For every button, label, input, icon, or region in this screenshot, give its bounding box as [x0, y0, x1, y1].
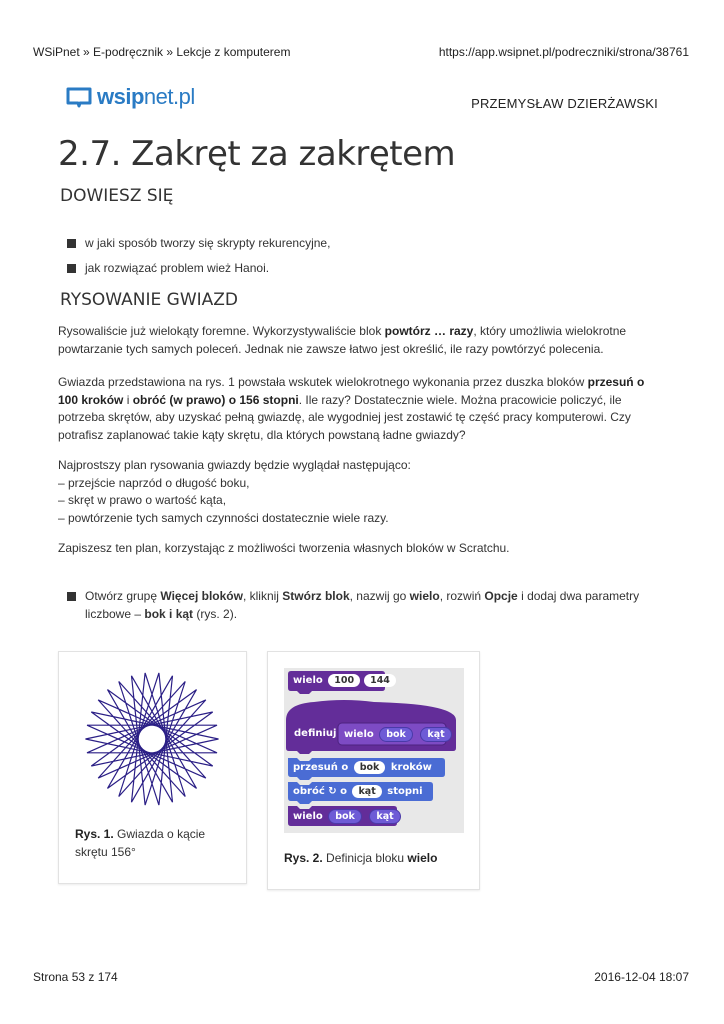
figure-caption [75, 825, 235, 861]
move-block[interactable] [293, 761, 432, 774]
bullet-icon [67, 264, 76, 273]
text: Najprostszy plan rysowania gwiazdy będzie wyglądał następująco: [58, 458, 411, 472]
bullet-icon [67, 592, 76, 601]
list-item-text: w jaki sposób tworzy się skrypty rekurencyjne, [85, 236, 331, 250]
list-item-text: jak rozwiązać problem wież Hanoi. [85, 261, 270, 275]
breadcrumb: WSiPnet » E-podręcznik » Lekcje z komputerem [33, 45, 291, 59]
text: i [123, 392, 133, 407]
text: , rozwiń [439, 589, 485, 603]
reporter-kat[interactable]: kąt [369, 809, 400, 824]
caption-label: Rys. 2. [284, 851, 323, 865]
timestamp: 2016-12-04 18:07 [594, 970, 689, 984]
paragraph-3 [58, 457, 664, 527]
bullet-icon [67, 239, 76, 248]
bold-text: Stwórz blok [282, 589, 350, 603]
reporter-kat[interactable]: kąt [352, 785, 381, 798]
figure-star [58, 651, 247, 884]
bold-text: Więcej bloków [160, 589, 243, 603]
figure-scratch [267, 651, 480, 890]
number-input[interactable]: 100 [328, 674, 360, 687]
caption-bold: wielo [407, 851, 438, 865]
block-label: wielo [293, 675, 323, 686]
task-item [67, 588, 667, 623]
star-drawing [59, 652, 246, 822]
list-item [67, 261, 330, 275]
bold-text: wielo [409, 589, 440, 603]
list-item [67, 236, 330, 250]
bold-text: bok i kąt [144, 606, 194, 621]
figure-caption [284, 849, 437, 867]
block-label: wielo [293, 811, 323, 822]
section-heading: RYSOWANIE GWIAZD [60, 290, 239, 310]
caption-label: Rys. 1. [75, 827, 114, 841]
bold-text: obróć (w prawo) o 156 stopni [132, 392, 299, 407]
text: , kliknij [242, 589, 283, 603]
text: i dodaj dwa parametry liczbowe – [85, 589, 640, 621]
caption-text: Gwiazda o kącie skrętu 156° [75, 827, 206, 859]
define-label: definiuj [294, 728, 337, 739]
reporter-bok[interactable]: bok [354, 761, 386, 774]
param-bok[interactable]: bok [379, 727, 413, 742]
reporter-bok[interactable]: bok [328, 809, 362, 824]
text: , który umożliwia wielokrotne powtarzanie tych samych poleceń. Jednak nie zawsze łatwo jest określić, ile razy powtórzyć polecenia. [58, 324, 627, 356]
bold-text: Opcje [484, 589, 518, 603]
text: Gwiazda przedstawiona na rys. 1 powstała wskutek wielokrotnego wykonania przez duszka bloków [58, 375, 588, 389]
recursive-call-block[interactable] [293, 809, 403, 824]
wsipnet-logo[interactable] [66, 84, 195, 110]
learn-list [67, 236, 330, 286]
paragraph-2 [58, 374, 664, 444]
scratch-canvas [284, 668, 464, 833]
text: – powtórzenie tych samych czynności dostatecznie wiele razy. [58, 510, 389, 525]
param-kat[interactable]: kąt [420, 727, 451, 742]
learn-heading: DOWIESZ SIĘ [60, 186, 174, 206]
block-label: kroków [390, 762, 432, 773]
paragraph-4: Zapiszesz ten plan, korzystając z możliwości tworzenia własnych bloków w Scratchu. [58, 541, 510, 555]
book-icon [66, 86, 92, 108]
page-title: 2.7. Zakręt za zakrętem [58, 134, 456, 174]
block-label: wielo [344, 729, 374, 740]
page-number: Strona 53 z 174 [33, 970, 118, 984]
logo-text-net: net.pl [143, 84, 195, 109]
author-name: PRZEMYSŁAW DZIERŻAWSKI [471, 96, 658, 111]
bold-text: powtórz … razy [384, 324, 474, 338]
turn-block[interactable] [293, 785, 423, 798]
block-label: przesuń o [293, 762, 349, 773]
text: Otwórz grupę [85, 589, 161, 603]
call-block[interactable] [293, 674, 398, 687]
text: – przejście naprzód o długość boku, [58, 475, 250, 490]
caption-text: Definicja bloku [322, 851, 408, 865]
text: . Ile razy? Dostatecznie wiele. Można pracowicie policzyć, ile potrzeba skrętów, aby uzyskać pełną gwiazdę, ale wygodniej jest zostawić tę część pracy komputerowi. Czy potrafisz zaplanować takie kąty skrętu, dla których powstaną ładne gwiazdy? [58, 392, 631, 442]
define-prototype[interactable] [344, 727, 454, 742]
block-label: stopni [387, 786, 423, 797]
task-text [85, 588, 667, 623]
block-label: obróć [293, 786, 325, 797]
paragraph-1 [58, 323, 664, 358]
page-url[interactable]: https://app.wsipnet.pl/podreczniki/strona/38761 [438, 45, 689, 59]
text: , nazwij go [349, 589, 410, 603]
text: Rysowaliście już wielokąty foremne. Wykorzystywaliście blok [58, 324, 385, 338]
logo-text-wsip: wsip [97, 84, 144, 109]
turn-right-icon: ↻ [328, 786, 337, 797]
number-input[interactable]: 144 [364, 674, 396, 687]
text: – skręt w prawo o wartość kąta, [58, 493, 227, 507]
block-label: o [340, 786, 347, 797]
star-path [86, 673, 219, 805]
text: (rys. 2). [193, 606, 238, 621]
bold-text: przesuń o 100 kroków [58, 375, 645, 407]
